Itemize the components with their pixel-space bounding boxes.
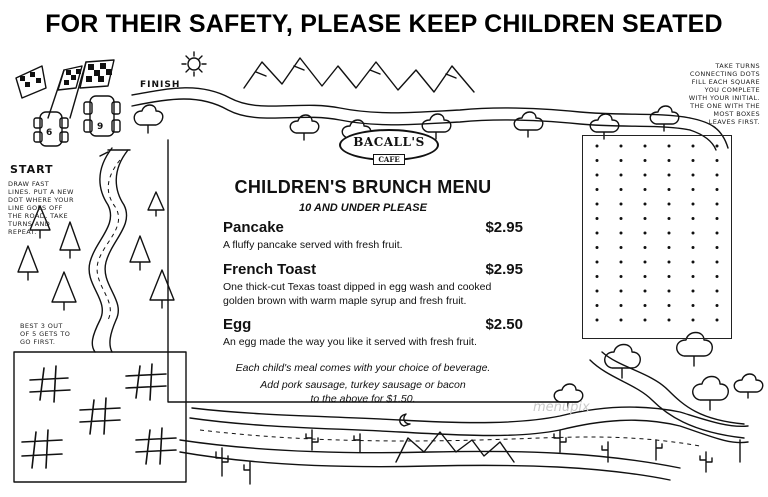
game-dot [668, 188, 671, 191]
game-dot [644, 232, 647, 235]
game-dot [596, 174, 599, 177]
add-meat-note: Add pork sausage, turkey sausage or bacon [260, 379, 466, 391]
game-dot [644, 159, 647, 162]
dots-game-grid [583, 136, 731, 338]
game-dot [692, 290, 695, 293]
game-dot [692, 174, 695, 177]
race-instructions: DRAW FAST LINES. PUT A NEW DOT WHERE YOUR LINE GOES OFF THE ROAD. TAKE TURNS AND REPEAT. [8, 180, 74, 236]
game-dot [596, 261, 599, 264]
trees-right [554, 333, 763, 411]
game-dot [692, 275, 695, 278]
game-dot [596, 232, 599, 235]
item-name: Egg [223, 316, 252, 333]
checker-fills [20, 63, 112, 87]
game-dot [620, 188, 623, 191]
checkered-flags [16, 60, 114, 118]
game-dot [668, 217, 671, 220]
game-dot [716, 188, 719, 191]
beverage-note: Each child's meal comes with your choice of beverage. [235, 362, 491, 374]
item-price: $2.95 [485, 219, 523, 236]
road-bottom-outer [190, 418, 748, 443]
game-dot [692, 246, 695, 249]
game-dot [668, 261, 671, 264]
item-price: $2.50 [485, 316, 523, 333]
game-dot [692, 319, 695, 322]
game-dot [692, 217, 695, 220]
game-dot [620, 319, 623, 322]
mountains-top [244, 58, 474, 92]
watermark: menupix [533, 400, 590, 415]
game-dot [716, 145, 719, 148]
game-dot [644, 145, 647, 148]
game-dot [620, 174, 623, 177]
game-dot [620, 203, 623, 206]
game-dot [644, 275, 647, 278]
game-dot [668, 203, 671, 206]
game-dot [668, 290, 671, 293]
game-dot [716, 174, 719, 177]
road-left-edge-inner [105, 150, 128, 352]
game-dot [620, 275, 623, 278]
game-dot [716, 159, 719, 162]
game-dot [620, 159, 623, 162]
sun-drawing [188, 58, 200, 70]
game-dot [644, 188, 647, 191]
game-dot [644, 261, 647, 264]
game-dot [596, 203, 599, 206]
game-dot [692, 203, 695, 206]
item-description: A fluffy pancake served with fresh fruit. [223, 239, 403, 251]
car-number-6: 6 [46, 128, 53, 138]
game-dot [620, 232, 623, 235]
car-number-9: 9 [97, 122, 104, 132]
item-description: An egg made the way you like it served with fresh fruit. [223, 336, 477, 348]
finish-label: FINISH [140, 80, 181, 90]
add-meat-price-note: to the above for $1.50. [310, 393, 416, 405]
cacti-bottom [216, 430, 740, 484]
game-dot [716, 232, 719, 235]
road-right [602, 352, 744, 424]
game-dot [644, 217, 647, 220]
game-dot [668, 319, 671, 322]
game-dot [716, 203, 719, 206]
menu-panel [193, 125, 576, 411]
item-name: French Toast [223, 261, 317, 278]
game-dot [692, 188, 695, 191]
game-dot [668, 275, 671, 278]
tic-tac-toe-grids [22, 364, 176, 468]
logo-sub: CAFE [373, 154, 405, 165]
game-dot [596, 275, 599, 278]
game-dot [596, 159, 599, 162]
game-dot [668, 159, 671, 162]
road-left-edge [89, 148, 112, 352]
race-car-drawings [34, 96, 120, 146]
road-right-inner [590, 360, 744, 438]
item-description: One thick-cut Texas toast dipped in egg wash and cooked golden brown with warm maple syrup and fresh fruit. [223, 281, 492, 307]
game-dot [596, 246, 599, 249]
item-name: Pancake [223, 219, 284, 236]
game-dot [596, 304, 599, 307]
game-dot [716, 275, 719, 278]
game-dot [620, 217, 623, 220]
best-of-instructions: BEST 3 OUT OF 5 GETS TO GO FIRST. [20, 322, 71, 346]
game-dot [644, 290, 647, 293]
dots-game-box [582, 135, 732, 339]
game-dot [596, 217, 599, 220]
game-dot [596, 319, 599, 322]
game-dot [644, 304, 647, 307]
game-dot [716, 290, 719, 293]
game-dot [644, 174, 647, 177]
game-dot [692, 304, 695, 307]
game-dot [644, 203, 647, 206]
game-dot [692, 159, 695, 162]
menu-title: CHILDREN'S BRUNCH MENU [234, 177, 492, 197]
game-dot [692, 261, 695, 264]
safety-headline: FOR THEIR SAFETY, PLEASE KEEP CHILDREN SEATED [45, 10, 723, 38]
game-dot [716, 246, 719, 249]
game-dot [620, 290, 623, 293]
game-dot [668, 246, 671, 249]
game-dot [668, 174, 671, 177]
game-dot [716, 217, 719, 220]
game-dot [620, 304, 623, 307]
game-dot [668, 145, 671, 148]
menu-subtitle: 10 AND UNDER PLEASE [299, 202, 427, 214]
game-dot [596, 188, 599, 191]
game-dot [716, 304, 719, 307]
item-price: $2.95 [485, 261, 523, 278]
game-dot [620, 145, 623, 148]
game-dot [596, 145, 599, 148]
dots-instructions: TAKE TURNS CONNECTING DOTS FILL EACH SQUARE YOU COMPLETE WITH YOUR INITIAL. THE ONE WITH THE MOST BOXES LEAVES FIRST. [688, 62, 760, 126]
game-dot [668, 232, 671, 235]
game-dot [596, 290, 599, 293]
game-dot [716, 319, 719, 322]
mountains-bottom [396, 432, 514, 462]
game-dot [668, 304, 671, 307]
logo-name: BACALL'S [353, 135, 425, 149]
game-dot [692, 232, 695, 235]
start-label: START [10, 163, 54, 176]
game-dot [692, 145, 695, 148]
game-dot [644, 246, 647, 249]
game-dot [644, 319, 647, 322]
game-dot [620, 246, 623, 249]
restaurant-logo [339, 125, 439, 165]
game-dot [620, 261, 623, 264]
game-dot [716, 261, 719, 264]
